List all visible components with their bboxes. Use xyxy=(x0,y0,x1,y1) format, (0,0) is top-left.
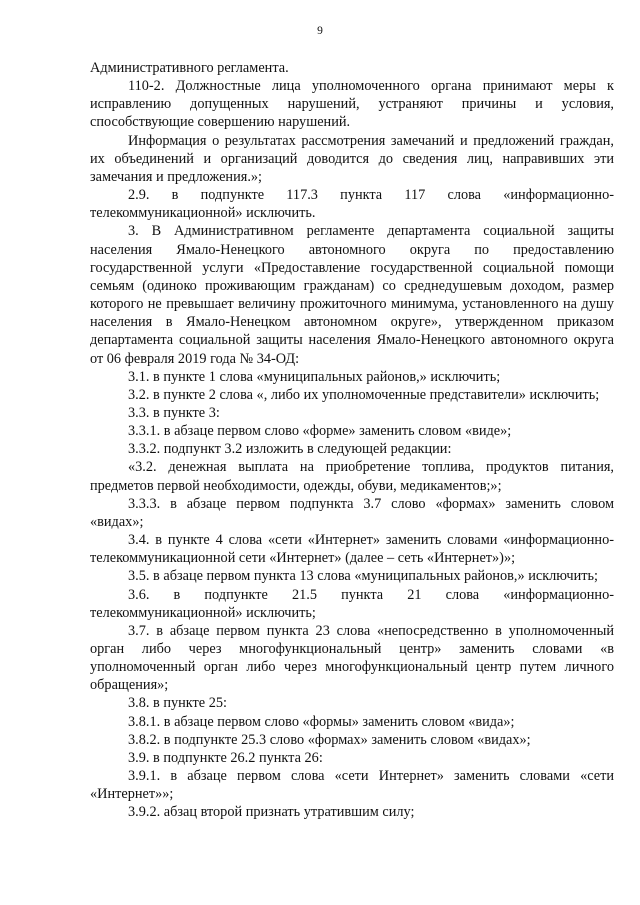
paragraph-3-5: 3.5. в абзаце первом пункта 13 слова «муниципальных районов,» исключить; xyxy=(128,568,598,585)
paragraph-110-2: 110-2. Должностные лица уполномоченного органа принимают меры к исправлению допущенных нарушений, устраняют причины и условия, способствующие совершению нарушений. xyxy=(90,78,614,131)
paragraph-3-9-1: 3.9.1. в абзаце первом слова «сети Интернет» заменить словами «сети «Интернет»»; xyxy=(90,768,614,803)
paragraph-3-8: 3.8. в пункте 25: xyxy=(128,695,227,712)
paragraph-3-2: 3.2. в пункте 2 слова «, либо их уполномоченные представители» исключить; xyxy=(128,386,600,403)
paragraph-3-6: 3.6. в подпункте 21.5 пункта 21 слова «информационно-телекоммуникационной» исключить; xyxy=(90,586,614,621)
paragraph-3-9: 3.9. в подпункте 26.2 пункта 26: xyxy=(128,749,323,766)
paragraph-continuation: Административного регламента. xyxy=(90,60,289,76)
paragraph-3-3: 3.3. в пункте 3: xyxy=(128,404,220,421)
paragraph-3-9-2: 3.9.2. абзац второй признать утратившим силу; xyxy=(128,804,415,821)
paragraph-2-9: 2.9. в подпункте 117.3 пункта 117 слова «информационно-телекоммуникационной» исключить. xyxy=(90,187,614,222)
paragraph-information: Информация о результатах рассмотрения замечаний и предложений граждан, их объединений и организаций доводится до сведения лиц, направивших эти замечания и предложения.»; xyxy=(90,132,614,185)
paragraph-3-3-1: 3.3.1. в абзаце первом слово «форме» заменить словом «виде»; xyxy=(128,423,512,440)
paragraph-3-3-2: 3.3.2. подпункт 3.2 изложить в следующей редакции: xyxy=(128,441,452,458)
paragraph-quote-3-2: «3.2. денежная выплата на приобретение топлива, продуктов питания, предметов первой необходимости, одежды, обуви, медикаментов;»; xyxy=(90,459,614,494)
paragraph-3-7: 3.7. в абзаце первом пункта 23 слова «непосредственно в уполномоченный орган либо через многофункциональный центр» заменить словами «в уполномоченный орган либо через многофункциональный центр путем личного обращения»; xyxy=(90,622,614,694)
paragraph-3-1: 3.1. в пункте 1 слова «муниципальных районов,» исключить; xyxy=(128,368,501,385)
paragraph-3-4: 3.4. в пункте 4 слова «сети «Интернет» заменить словами «информационно-телекоммуникационной сети «Интернет» (далее – сеть «Интернет»)»; xyxy=(90,532,614,567)
paragraph-3-8-1: 3.8.1. в абзаце первом слово «формы» заменить словом «вида»; xyxy=(128,713,515,730)
page-number: 9 xyxy=(317,25,323,37)
paragraph-3: 3. В Административном регламенте департамента социальной защиты населения Ямало-Ненецкого автономного округа по предоставлению государственной услуги «Предоставление государственной социальной помощи семьям (одиноко проживающим гражданам) со среднедушевым доходом, размер которого не превышает величину прожиточного минимума, установленного на душу населения в Ямало-Ненецком автономном округе», утвержденном приказом департамента социальной защиты населения Ямало-Ненецкого автономного округа от 06 февраля 2019 года № 34-ОД: xyxy=(90,223,614,367)
document-body xyxy=(90,59,614,822)
paragraph-3-3-3: 3.3.3. в абзаце первом подпункта 3.7 слово «формах» заменить словом «видах»; xyxy=(90,495,614,530)
paragraph-3-8-2: 3.8.2. в подпункте 25.3 слово «формах» заменить словом «видах»; xyxy=(128,731,531,748)
